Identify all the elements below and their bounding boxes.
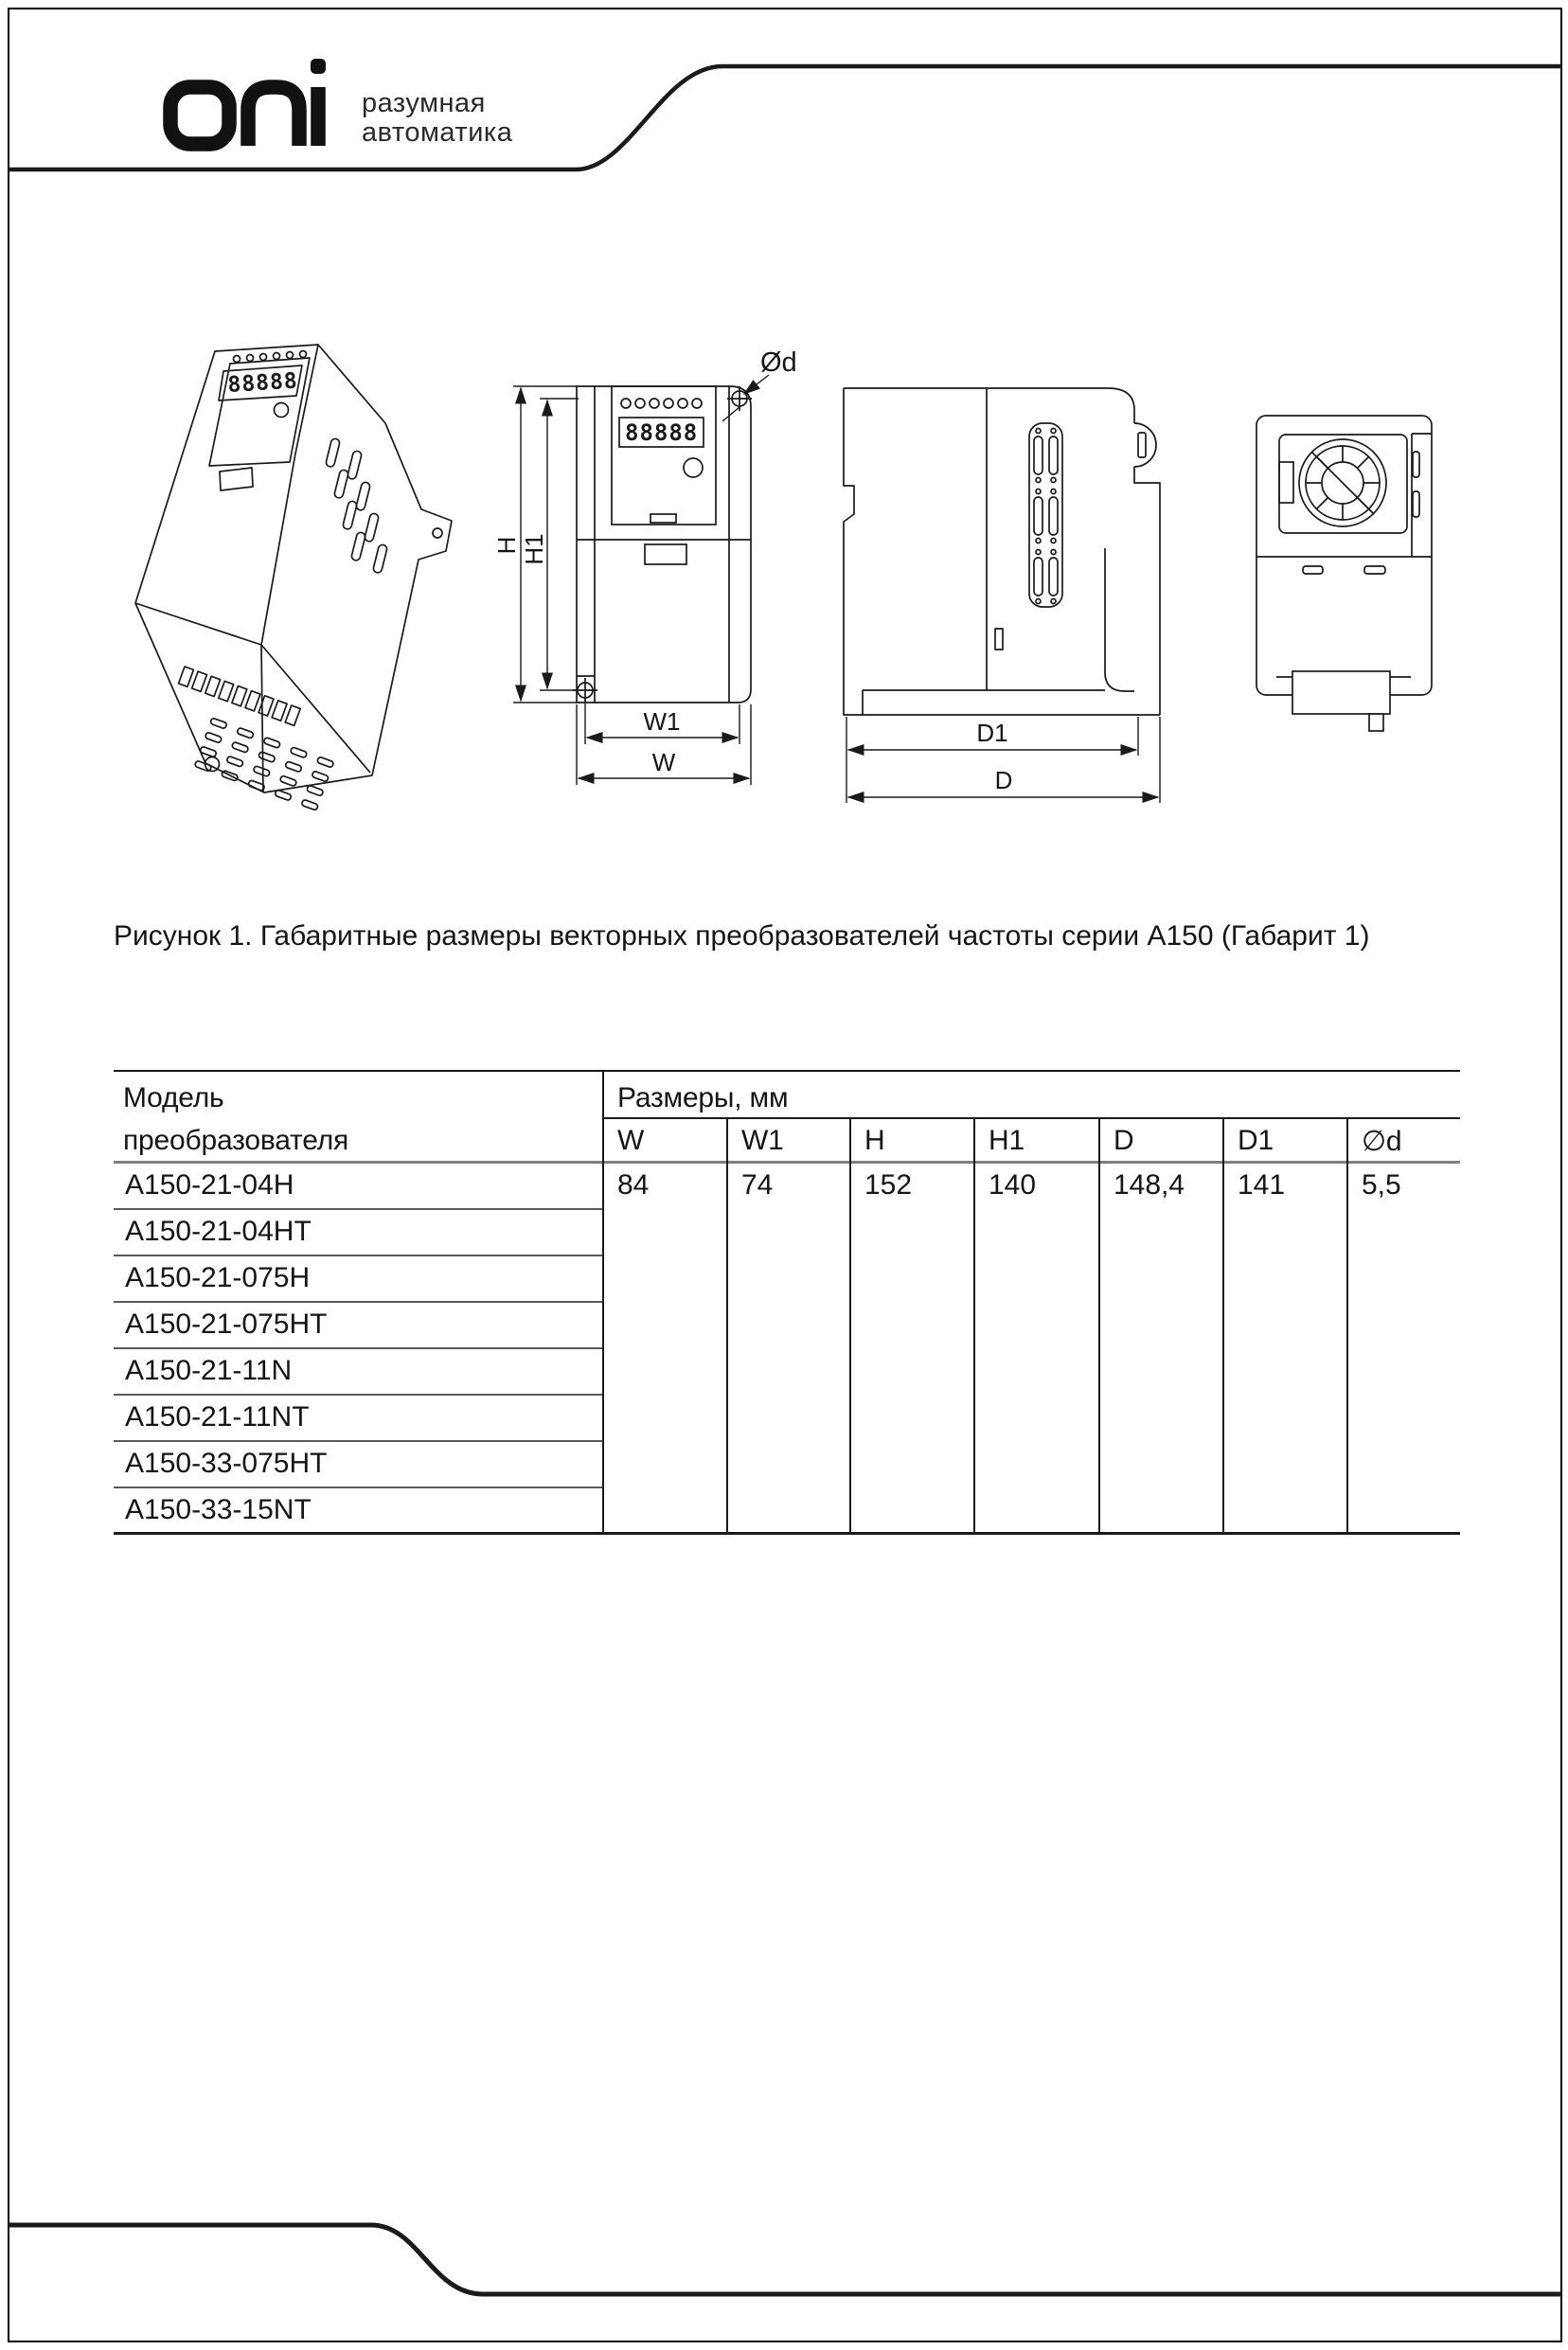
fan-view-drawing: [1250, 409, 1439, 736]
table-col-header-w1: W1: [741, 1125, 784, 1156]
table-col-divider: [602, 1070, 604, 1533]
table-cell-w1: 74: [741, 1169, 774, 1201]
table-col-divider: [726, 1117, 728, 1533]
front-view-drawing: [492, 329, 800, 795]
figure-caption: Рисунок 1. Габаритные размеры векторных преобразователей частоты серии А150 (Габарит 1): [114, 920, 1370, 952]
table-row-model: A150-33-15NT: [125, 1494, 312, 1525]
table-row-model: A150-33-075HT: [125, 1448, 328, 1479]
table-cell-h: 152: [864, 1169, 913, 1201]
table-row-separator: [114, 1208, 602, 1210]
oni-logo-letters: [170, 87, 318, 146]
table-row-separator: [114, 1440, 602, 1442]
dim-label-d: D: [994, 766, 1013, 794]
table-row-model: A150-21-11NT: [125, 1401, 310, 1433]
table-cell-w: 84: [617, 1169, 650, 1201]
table-row-separator: [114, 1255, 602, 1256]
footer-separator-curve: [0, 2161, 1568, 2350]
side-view-drawing: [833, 374, 1188, 819]
isometric-view-drawing: [95, 312, 473, 814]
dim-label-h: H: [492, 536, 521, 555]
table-col-header-w: W: [617, 1125, 645, 1156]
table-cell-h1: 140: [989, 1169, 1037, 1201]
dim-label-w: W: [651, 748, 676, 776]
table-group-header-underline: [602, 1117, 1460, 1119]
oni-logo-i-dot: [311, 59, 326, 74]
table-row-model: A150-21-075H: [125, 1262, 311, 1293]
table-header-model-line2: преобразователя: [123, 1125, 349, 1156]
table-col-header-h1: H1: [989, 1125, 1025, 1156]
table-cell-od: 5,5: [1362, 1169, 1401, 1201]
table-row-separator: [114, 1347, 602, 1349]
table-header-dims-group: Размеры, мм: [617, 1082, 789, 1113]
front-display-text: 88888: [625, 419, 699, 446]
table-header-model-line1: Модель: [123, 1082, 224, 1113]
table-col-header-d: D: [1114, 1125, 1134, 1156]
table-bottom-border: [114, 1532, 1460, 1535]
table-row-separator: [114, 1487, 602, 1488]
table-col-divider: [849, 1117, 851, 1533]
dim-label-d1: D1: [976, 719, 1008, 747]
table-col-divider: [1222, 1117, 1224, 1533]
table-row-separator: [114, 1301, 602, 1303]
table-row-model: A150-21-04HT: [125, 1216, 312, 1247]
oni-logo: [167, 53, 332, 150]
table-col-divider: [1346, 1117, 1348, 1533]
table-col-header-d1: D1: [1238, 1125, 1274, 1156]
table-cell-d: 148,4: [1114, 1169, 1185, 1201]
table-top-border: [114, 1070, 1460, 1072]
dim-label-od: Ød: [760, 347, 797, 378]
table-row-model: A150-21-11N: [125, 1355, 293, 1386]
dim-label-w1: W1: [643, 707, 681, 736]
fan-icon: [1299, 439, 1386, 526]
iso-display-text: 88888: [226, 368, 299, 398]
table-col-header-h: H: [864, 1125, 885, 1156]
table-row-separator: [114, 1394, 602, 1396]
dim-label-h1: H1: [520, 533, 548, 565]
table-row-model: A150-21-04H: [125, 1169, 294, 1201]
table-col-header-od: ∅d: [1362, 1126, 1402, 1157]
table-row-model: A150-21-075HT: [125, 1309, 328, 1340]
logo-tagline: [362, 89, 512, 148]
table-cell-d1: 141: [1238, 1169, 1286, 1201]
logo-tagline-line2: автоматика: [362, 117, 513, 148]
table-col-divider: [1098, 1117, 1100, 1533]
table-col-divider: [973, 1117, 975, 1533]
logo-tagline-line1: разумная: [362, 88, 486, 118]
